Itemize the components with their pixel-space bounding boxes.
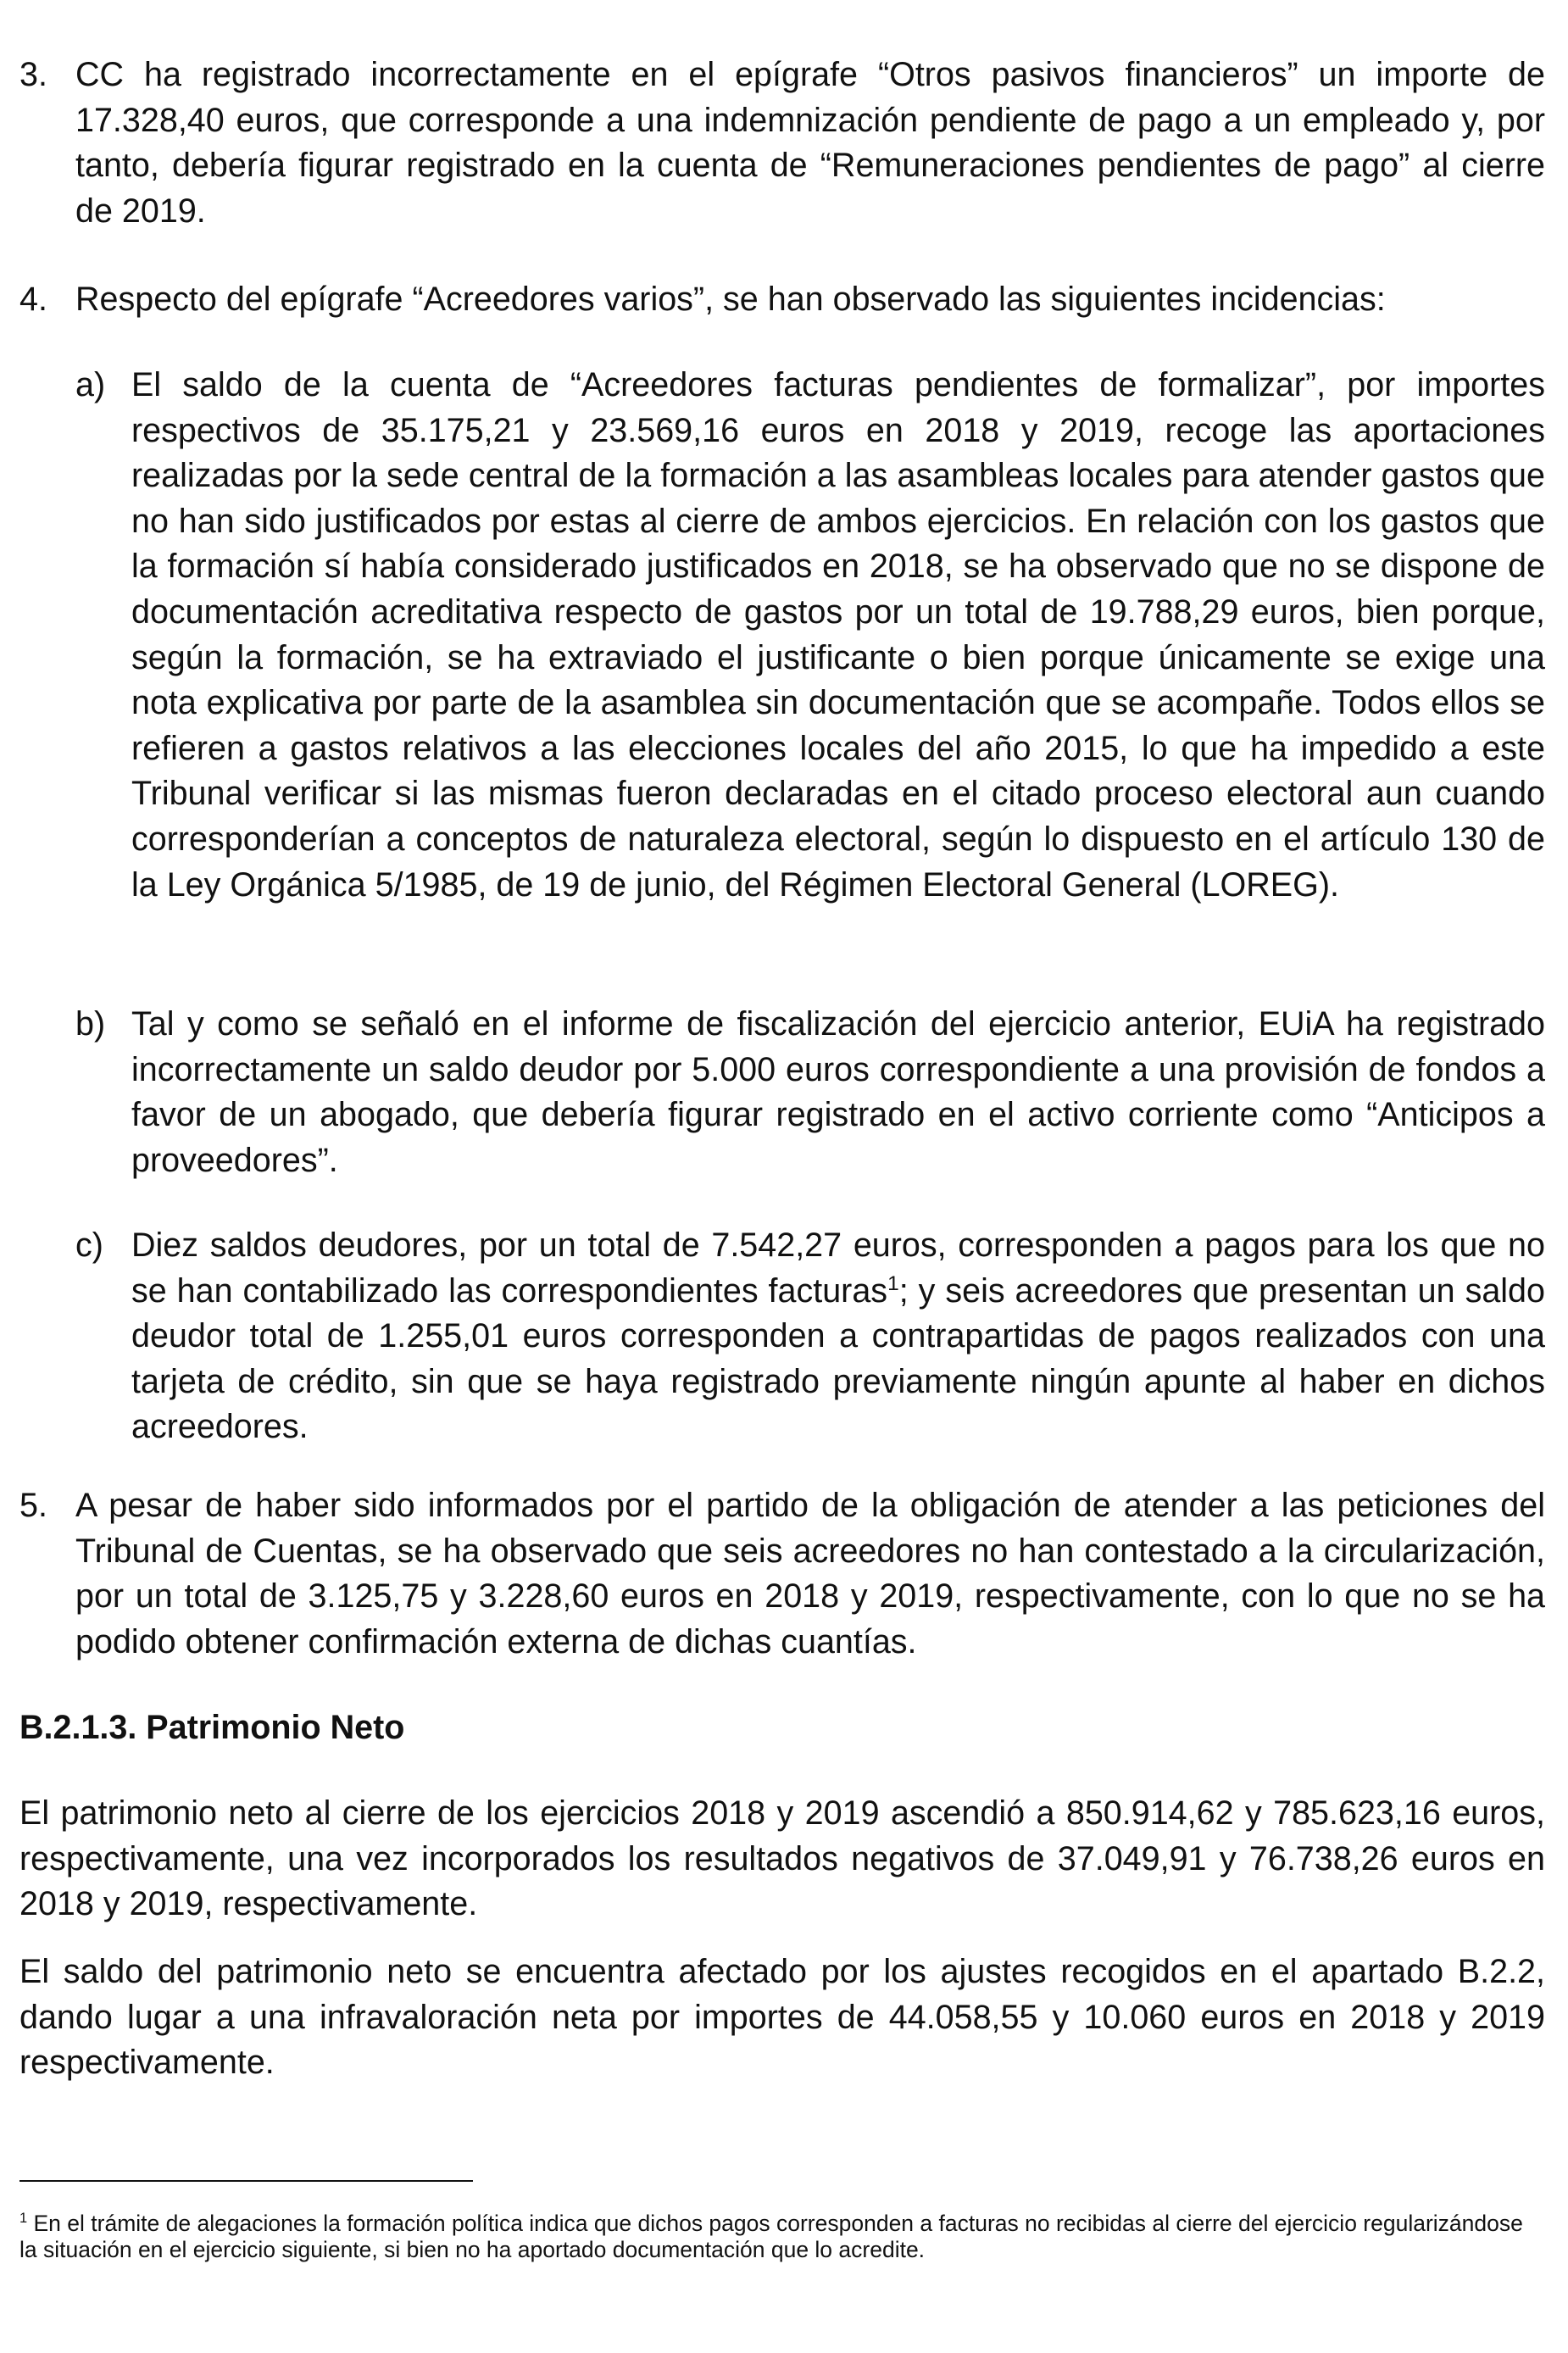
section-heading: B.2.1.3. Patrimonio Neto: [19, 1709, 405, 1746]
sub-item-letter: a): [75, 366, 106, 403]
list-item-text: A pesar de haber sido informados por el partido de la obligación de atender a las peticiones del Tribunal de Cuentas, se ha observado que seis acreedores no han contestado a la circularización, por un total de 3.125,75 y 3.228,60 euros en 2018 y 2019, respectivamente, con lo que no se ha podido obtener confirmación externa de dichas cuantías.: [75, 1487, 1545, 1660]
sub-item-text: [131, 1223, 1545, 1450]
footnote-reference: 1: [887, 1271, 899, 1295]
sub-item-text: Tal y como se señaló en el informe de fiscalización del ejercicio anterior, EUiA ha registrado incorrectamente un saldo deudor por 5.000 euros correspondiente a una provisión de fondos a favor de un abogado, que debería figurar registrado en el activo corriente como “Anticipos a proveedores”.: [131, 1005, 1545, 1179]
footnote-text: En el trámite de alegaciones la formación política indica que dichos pagos corresponden a facturas no recibidas al cierre del ejercicio regularizándose la situación en el ejercicio siguiente, si bien no ha aportado documentación que lo acredite.: [19, 2211, 1523, 2262]
list-item-4: [19, 277, 1545, 323]
sub-item-letter: b): [75, 1005, 106, 1043]
sub-item-text: El saldo de la cuenta de “Acreedores facturas pendientes de formalizar”, por importes respectivos de 35.175,21 y 23.569,16 euros en 2018 y 2019, recoge las aportaciones realizadas por la sede central de la formación a las asambleas locales para atender gastos que no han sido justificados por estas al cierre de ambos ejercicios. En relación con los gastos que la formación sí había considerado justificados en 2018, se ha observado que no se dispone de documentación acreditativa respecto de gastos por un total de 19.788,29 euros, bien porque, según la formación, se ha extraviado el justificante o bien porque únicamente se exige una nota explicativa por parte de la asamblea sin documentación que se acompañe. Todos ellos se refieren a gastos relativos a las elecciones locales del año 2015, lo que ha impedido a este Tribunal verificar si las mismas fueron declaradas en el citado proceso electoral aun cuando corresponderían a conceptos de naturaleza electoral, según lo dispuesto en el artículo 130 de la Ley Orgánica 5/1985, de 19 de junio, del Régimen Electoral General (LOREG).: [131, 366, 1545, 904]
list-item-3: [19, 53, 1545, 234]
list-item-text: Respecto del epígrafe “Acreedores varios”, se han observado las siguientes incidencias:: [75, 281, 1386, 318]
footnote-divider: [19, 2180, 473, 2182]
footnote: [19, 2211, 1545, 2263]
list-item-5: [19, 1483, 1545, 1665]
list-item-number: 3.: [19, 56, 47, 93]
list-item-number: 5.: [19, 1487, 47, 1524]
sub-item-letter: c): [75, 1227, 103, 1264]
sub-item-b: [75, 1002, 1545, 1183]
sub-item-c: [75, 1223, 1545, 1450]
paragraph-ajustes: El saldo del patrimonio neto se encuentra afectado por los ajustes recogidos en el apartado B.2.2, dando lugar a una infravaloración neta por importes de 44.058,55 y 10.060 euros en 2018 y 2019 respectivamente.: [19, 1953, 1545, 2082]
list-item-number: 4.: [19, 281, 47, 318]
sub-item-text-start: Diez saldos deudores, por un total de 7.542,27 euros, corresponden a pagos para los que no se han contabilizado las correspondientes facturas: [131, 1227, 1545, 1310]
list-item-text: CC ha registrado incorrectamente en el epígrafe “Otros pasivos financieros” un importe de 17.328,40 euros, que corresponde a una indemnización pendiente de pago a un empleado y, por tanto, debería figurar registrado en la cuenta de “Remuneraciones pendientes de pago” al cierre de 2019.: [75, 56, 1545, 230]
sub-item-a: [75, 363, 1545, 908]
paragraph-patrimonio-neto: El patrimonio neto al cierre de los ejercicios 2018 y 2019 ascendió a 850.914,62 y 785.623,16 euros, respectivamente, una vez incorporados los resultados negativos de 37.049,91 y 76.738,26 euros en 2018 y 2019, respectivamente.: [19, 1794, 1545, 1923]
footnote-number: 1: [19, 2211, 28, 2227]
sub-item-text-end: ; y seis acreedores que presentan un saldo deudor total de 1.255,01 euros corresponden a contrapartidas de pagos realizados con una tarjeta de crédito, sin que se haya registrado previamente ningún apunte al haber en dichos acreedores.: [131, 1271, 1545, 1446]
